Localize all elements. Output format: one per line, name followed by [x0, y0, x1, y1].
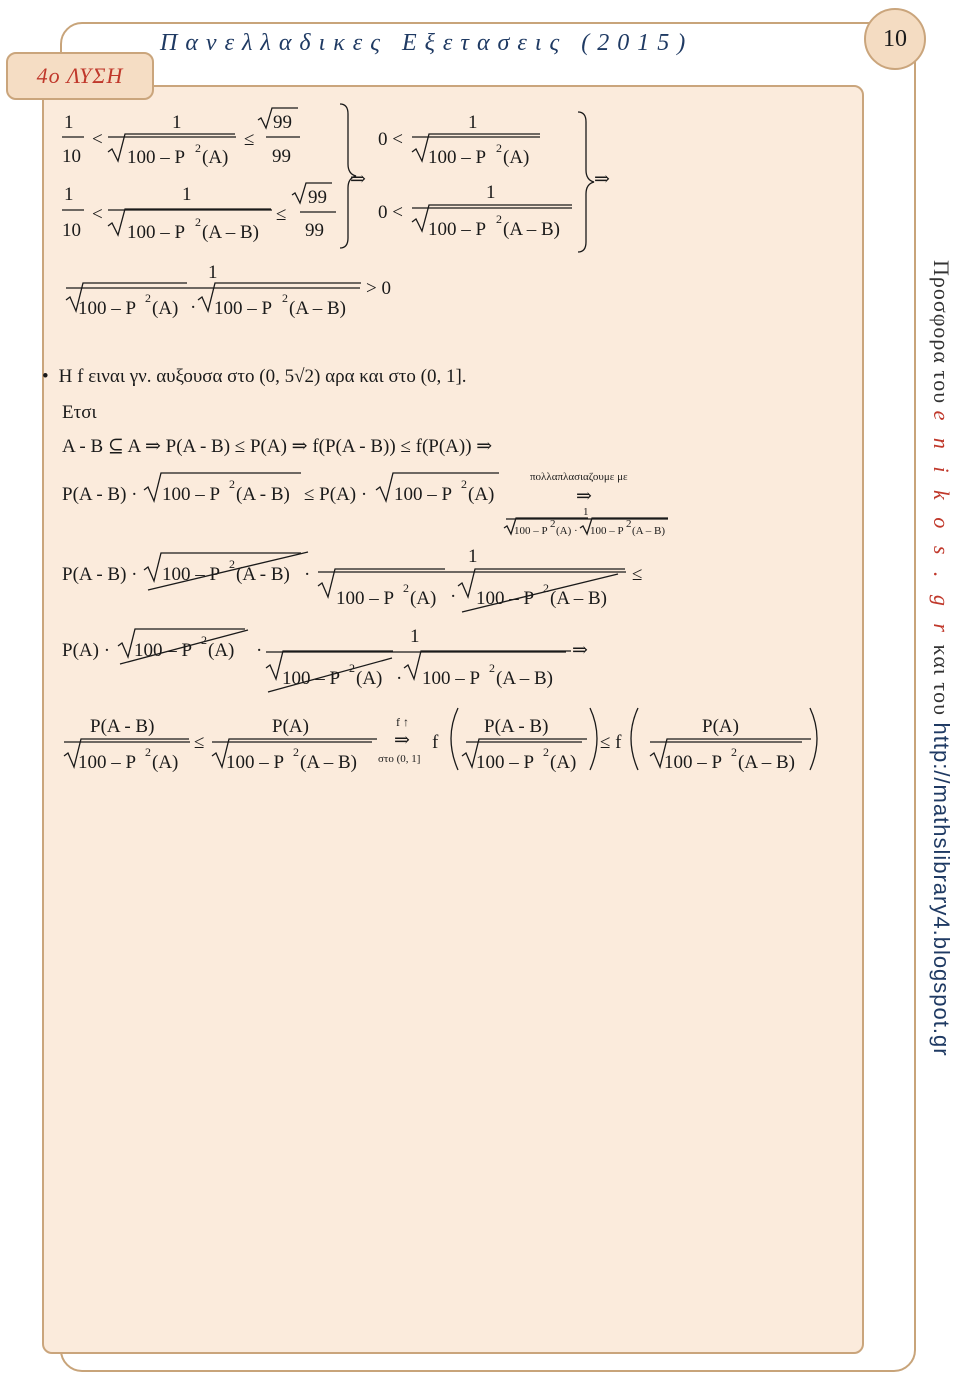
etsi-label: Ετσι	[62, 402, 97, 423]
svg-text:2: 2	[731, 745, 737, 759]
svg-text:(A – B): (A – B)	[496, 668, 553, 689]
svg-text:1: 1	[410, 626, 420, 647]
svg-text:2: 2	[145, 291, 151, 305]
svg-text:99: 99	[308, 187, 327, 208]
svg-text:2: 2	[201, 633, 207, 647]
sidebar-middle: και του	[929, 644, 954, 717]
svg-text:⇒: ⇒	[594, 169, 610, 190]
svg-text:(A): (A)	[410, 588, 437, 609]
svg-text:1: 1	[468, 546, 478, 567]
svg-text:f ↑: f ↑	[396, 715, 409, 729]
cancel-line-1	[62, 546, 642, 612]
svg-text:≤ P(A) ·: ≤ P(A) ·	[304, 484, 368, 505]
svg-text:> 0: > 0	[366, 278, 391, 299]
svg-text:100 – P: 100 – P	[127, 222, 186, 243]
svg-text:2: 2	[293, 745, 299, 759]
svg-text:≤: ≤	[632, 564, 643, 585]
svg-text:2: 2	[543, 581, 549, 595]
inequality-row-2	[62, 183, 336, 243]
svg-text:2: 2	[195, 215, 201, 229]
svg-text:100 – P: 100 – P	[476, 752, 535, 773]
svg-text:100 – P: 100 – P	[162, 564, 221, 585]
svg-text:(A): (A)	[152, 298, 179, 319]
svg-text:10: 10	[62, 146, 81, 167]
svg-text:(A – B): (A – B)	[632, 525, 665, 537]
svg-text:2: 2	[282, 291, 288, 305]
svg-text:100 – P: 100 – P	[336, 588, 395, 609]
subset-chain	[62, 436, 492, 457]
svg-text:≤: ≤	[194, 732, 205, 753]
page-title: Πανελλαδικες Εξετασεις (2015)	[160, 30, 694, 56]
svg-text:<: <	[92, 129, 103, 150]
svg-text:100 – P: 100 – P	[394, 484, 453, 505]
svg-text:100 – P: 100 – P	[78, 298, 137, 319]
svg-text:2: 2	[349, 661, 355, 675]
svg-text:2: 2	[489, 661, 495, 675]
svg-text:≤ f: ≤ f	[600, 732, 622, 753]
svg-text:99: 99	[273, 112, 292, 133]
svg-text:1: 1	[172, 112, 182, 133]
svg-text:<: <	[92, 204, 103, 225]
svg-text:(A - B): (A - B)	[236, 484, 290, 505]
svg-text:(A): (A)	[468, 484, 495, 505]
positivity-rows	[378, 112, 572, 240]
svg-text:P(A) ·: P(A) ·	[62, 640, 111, 661]
svg-text:1: 1	[468, 112, 478, 133]
svg-text:100 – P: 100 – P	[476, 588, 535, 609]
svg-text:100 – P: 100 – P	[282, 668, 341, 689]
svg-text:(A): (A)	[202, 147, 229, 168]
svg-text:2: 2	[195, 141, 201, 155]
svg-text:(A): (A)	[152, 752, 179, 773]
svg-text:f: f	[432, 732, 439, 753]
multiply-note: πολλαπλασιαζουμε με	[530, 471, 628, 483]
svg-text:2: 2	[145, 745, 151, 759]
svg-text:100 – P: 100 – P	[226, 752, 285, 773]
svg-text:100 – P: 100 – P	[514, 525, 548, 537]
page-number-badge: 10	[864, 8, 926, 70]
svg-text:·: ·	[304, 564, 311, 585]
svg-text:100 – P: 100 – P	[214, 298, 273, 319]
svg-text:2: 2	[496, 212, 502, 226]
svg-text:0 <: 0 <	[378, 202, 403, 223]
svg-text:100 – P: 100 – P	[422, 668, 481, 689]
svg-text:100 – P: 100 – P	[134, 640, 193, 661]
sidebar-url-link[interactable]: http://mathslibrary4.blogspot.gr	[929, 722, 954, 1057]
svg-text:100 – P: 100 – P	[127, 147, 186, 168]
svg-text:≤: ≤	[244, 129, 255, 150]
svg-text:1: 1	[583, 506, 589, 518]
svg-text:0 <: 0 <	[378, 129, 403, 150]
svg-text:99: 99	[272, 146, 291, 167]
svg-text:100 – P: 100 – P	[428, 219, 487, 240]
svg-text:(A): (A)	[550, 752, 577, 773]
solution-badge: 4ο ΛΥΣΗ	[6, 52, 154, 100]
svg-text:(A): (A)	[356, 668, 383, 689]
svg-text:100 – P: 100 – P	[664, 752, 723, 773]
cancel-line-2	[62, 626, 588, 692]
sidebar-site: e n i k o s . g r	[929, 410, 954, 638]
svg-text:(A): (A)	[503, 147, 530, 168]
svg-text:⇒: ⇒	[572, 640, 588, 661]
svg-text:99: 99	[305, 220, 324, 241]
svg-text:(A) ·: (A) ·	[556, 525, 578, 537]
svg-text:(A – B): (A – B)	[738, 752, 795, 773]
svg-text:≤: ≤	[276, 204, 287, 225]
svg-text:P(A): P(A)	[702, 716, 739, 737]
svg-text:1: 1	[182, 184, 192, 205]
svg-text:2: 2	[229, 477, 235, 491]
svg-text:(A – B): (A – B)	[300, 752, 357, 773]
step-note: στο (0, 1]	[378, 753, 421, 765]
svg-text:2: 2	[229, 557, 235, 571]
svg-text:1: 1	[486, 182, 496, 203]
svg-text:(A): (A)	[208, 640, 235, 661]
svg-text:(A – B): (A – B)	[550, 588, 607, 609]
svg-text:2: 2	[403, 581, 409, 595]
svg-text:(A – B): (A – B)	[289, 298, 346, 319]
svg-text:P(A - B): P(A - B)	[484, 716, 549, 737]
svg-text:P(A - B) ·: P(A - B) ·	[62, 564, 138, 585]
svg-text:100 – P: 100 – P	[78, 752, 137, 773]
statement-text: Η f ειναι γν. αυξουσα στο (0, 5√2) αρα και στο (0, 1].	[58, 366, 467, 387]
svg-text:⇒: ⇒	[394, 730, 410, 751]
svg-text:(A – B): (A – B)	[503, 219, 560, 240]
svg-text:100 – P: 100 – P	[590, 525, 624, 537]
svg-text:1: 1	[64, 184, 74, 205]
svg-text:2: 2	[461, 477, 467, 491]
svg-text:2: 2	[543, 745, 549, 759]
svg-text:2: 2	[496, 141, 502, 155]
svg-text:·: ·	[256, 640, 263, 661]
svg-text:A - B ⊆ A ⇒ P(A - B) ≤ P(A) ⇒: A - B ⊆ A ⇒ P(A - B) ≤ P(A) ⇒ f(P(A - B)) ≤ f(P(A)) ⇒	[62, 436, 493, 457]
final-inequality	[64, 708, 817, 773]
svg-text:P(A): P(A)	[272, 716, 309, 737]
svg-text:2: 2	[550, 518, 556, 530]
svg-text:·: ·	[396, 668, 403, 689]
svg-text:P(A - B): P(A - B)	[90, 716, 155, 737]
svg-text:10: 10	[62, 220, 81, 241]
product-positive	[66, 262, 391, 319]
bullet-icon: •	[42, 366, 49, 387]
svg-text:⇒: ⇒	[576, 486, 592, 507]
inequality-row-1	[62, 108, 300, 168]
svg-text:100 – P: 100 – P	[162, 484, 221, 505]
svg-text:100 – P: 100 – P	[428, 147, 487, 168]
svg-text:(A - B): (A - B)	[236, 564, 290, 585]
svg-text:·: ·	[190, 297, 197, 318]
svg-text:P(A - B) ·: P(A - B) ·	[62, 484, 138, 505]
svg-text:⇒: ⇒	[350, 169, 366, 190]
sidebar-prefix: Προσφορα του	[929, 260, 954, 405]
multiplied-inequality	[62, 471, 668, 537]
svg-text:·: ·	[450, 586, 457, 607]
svg-text:2: 2	[626, 518, 632, 530]
svg-text:1: 1	[208, 262, 218, 283]
svg-text:1: 1	[64, 112, 74, 133]
svg-text:(A – B): (A – B)	[202, 222, 259, 243]
